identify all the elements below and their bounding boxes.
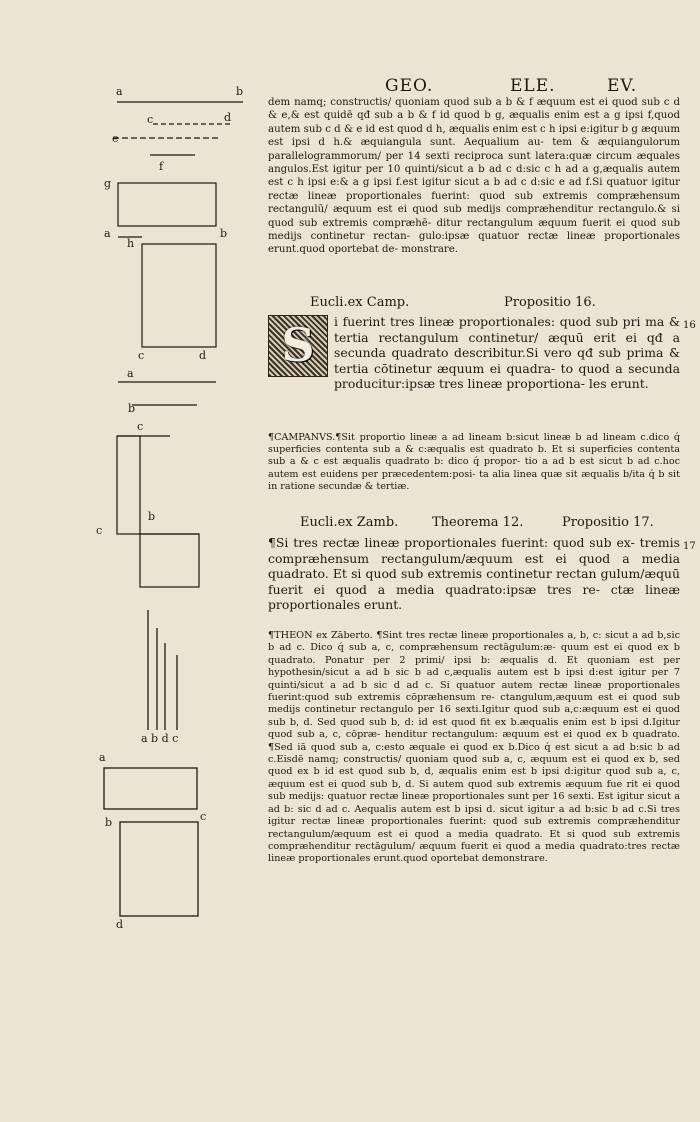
margin-number-16: 16: [683, 320, 696, 331]
heading-16-number: Propositio 16.: [504, 295, 596, 310]
header-ele: ELE.: [510, 76, 556, 96]
label-d2: d: [199, 349, 207, 362]
heading-17-number: Propositio 17.: [562, 515, 654, 530]
label-b2: b: [148, 510, 156, 523]
text-block-15-conclusion: [268, 96, 680, 257]
label-d: d: [224, 111, 232, 124]
label-c2: c: [138, 349, 145, 362]
label-d: d: [116, 918, 124, 931]
figure-proposition-17: [0, 0, 270, 1122]
label-b: b: [128, 402, 136, 415]
label-g: g: [104, 177, 112, 190]
decorated-initial: S: [268, 315, 328, 377]
label-f: f: [159, 160, 164, 173]
theon-commentary: ¶THEON ex Zāberto. ¶Sint tres rectæ lineæ proportionales a, b, c: sicut a ad b,sic b ad c. Dico q́ sub a, c, compræhensum rectāgulum:æ- quum est ei quod ex b quadrato. Ponatur per 2 primi/ ipsi b: æqualis d. Et quoniam est per hypothesin/sicut a ad b sic b ad c,æqualis autem est b ipsi d:est igitur per 7 quinti/sicut a ad b sic d ad c. Si quatuor autem rectæ lineæ proportionales fuerint:quod sub extremis cōpræhensum re- ctangulum,æquum est ei quod sub medijs continetur rectangulo per 16 sexti.Igitur quod sub a,c:æquum est ei quod sub b, d. Sed quod sub b, d: id est quod fit ex b.æqualis enim est b ipsi d.Igitur quod sub a, c, cōpræ- henditur rectangulum: æquum est ei quod ex b quadrato. ¶Sed iā quod sub a, c:esto æquale ei quod ex b.Dico q́ est sicut a ad b:sic b ad c.Eisdē namq; constructis/ quoniam quod sub a, c, æquum est ei quod ex b, sed quod ex b id est quod sub b, d, æqualis enim est b ipsi d:igitur quod sub a, c, æquum est ei quod sub b, d. Si autem quod sub extremis æquum fue rit ei quod sub medijs: quatuor rectæ lineæ proportionales sunt per 16 sexti. Est igitur sicut a ad b: sic d ad c. Aequalis autem est b ipsi d. sicut igitur a ad b:sic b ad c.Si tres igitur rectæ lineæ proportionales fuerint: quod sub extremis compræhenditur rectangulum/æquum est ei quod a media quadrato. Et si quod sub extremis compræhenditur rectāgulum/ æquum fuerit ei quod a media quadrato:tres rectæ lineæ proportionales erunt.quod oportebat demonstrare.: [268, 630, 680, 865]
square-bd: [120, 822, 198, 916]
label-e: e: [112, 132, 119, 145]
heading-17-theorem: Theorema 12.: [432, 515, 524, 530]
label-c: c: [200, 810, 207, 823]
paragraph-15: dem namq; constructis/ quoniam quod sub a b & f æquum est ei quod sub c d & e,& est quidē qđ sub a b & f id quod b g, æqualis enim est a g ipsi f,quod autem sub c d & e id est quod d h, æqualis enim est c h ipsi e:igitur b g æquum est ipsi d h.& æquiangula sunt. Aequalium au- tem & æquiangulorum parallelogrammorum/ per 14 sexti reciproca sunt latera:quæ circum æquales angulos.Est igitur per 10 quinti/sicut a b ad c d:sic c h ad a g,æqualis autem est c h ipsi e:& a g ipsi f.est igitur sicut a b ad c d:sic e ad f.Si quatuor igitur rectæ lineæ proportionales fuerint: quod sub extremis compræhensum rectangulū/ æquum est ei quod sub medijs compræhenditur rectangulo.& si quod sub extremis compræhē- ditur rectangulum æquum fuerit ei quod sub medijs continetur rectan- gulo:ipsæ quatuor rectæ lineæ proportionales erunt.quod oportebat de- monstrare.: [268, 97, 680, 256]
label-b: b: [236, 85, 244, 98]
rectangle-ac: [104, 768, 197, 809]
margin-number-17: 17: [683, 541, 696, 552]
label-b2: b: [220, 227, 228, 240]
proposition-17-text: ¶Si tres rectæ lineæ proportionales fuerint: quod sub ex- tremis compræhensum rectangulum/æquum est ei quod a media quadrato. Et si quod sub extremis continetur rectan gulum/æquū fuerit ei quod a media quadrato:ipsæ tres re- ctæ lineæ proportionales erunt.: [268, 535, 680, 613]
label-b: b: [105, 816, 113, 829]
heading-16-source: Eucli.ex Camp.: [310, 295, 410, 310]
header-geo: GEO.: [385, 76, 434, 96]
campanus-commentary: ¶CAMPANVS.¶Sit proportio lineæ a ad lineam b:sicut lineæ b ad lineam c.dico q́ superficies contenta sub a & c:æqualis est quadrato b. Et si superficies contenta sub a & c est æqualis quadrato b: dico q́ propor- tio a ad b est sicut b ad c.hoc autem est euidens per præcedentem:posi- ta alia linea quæ sit æqualis b/ita q́ b sit in ratione secundæ & tertiæ.: [268, 432, 680, 492]
label-h: h: [127, 237, 135, 250]
heading-17-source: Eucli.ex Zamb.: [300, 515, 399, 530]
proposition-17: [268, 535, 680, 613]
label-c2: c: [96, 524, 103, 537]
proposition-16: [268, 314, 680, 392]
label-c: c: [137, 420, 144, 433]
label-a: a: [99, 751, 106, 764]
label-a: a: [116, 85, 123, 98]
header-ev: EV.: [607, 76, 638, 96]
label-c: c: [147, 113, 154, 126]
proposition-16-text: i fuerint tres lineæ proportionales: quod sub pri ma & tertia rectangulum continetur/ æquū erit ei qđ a secunda quadrato describitur.Si vero qđ sub prima & tertia cōtinetur æquum ei quadra- to quod a secunda producitur:ipsæ tres lineæ proportiona- les erunt.: [334, 314, 680, 392]
label-a: a: [127, 367, 134, 380]
label-a2: a: [104, 227, 111, 240]
label-abdc: a b d c: [141, 732, 179, 745]
